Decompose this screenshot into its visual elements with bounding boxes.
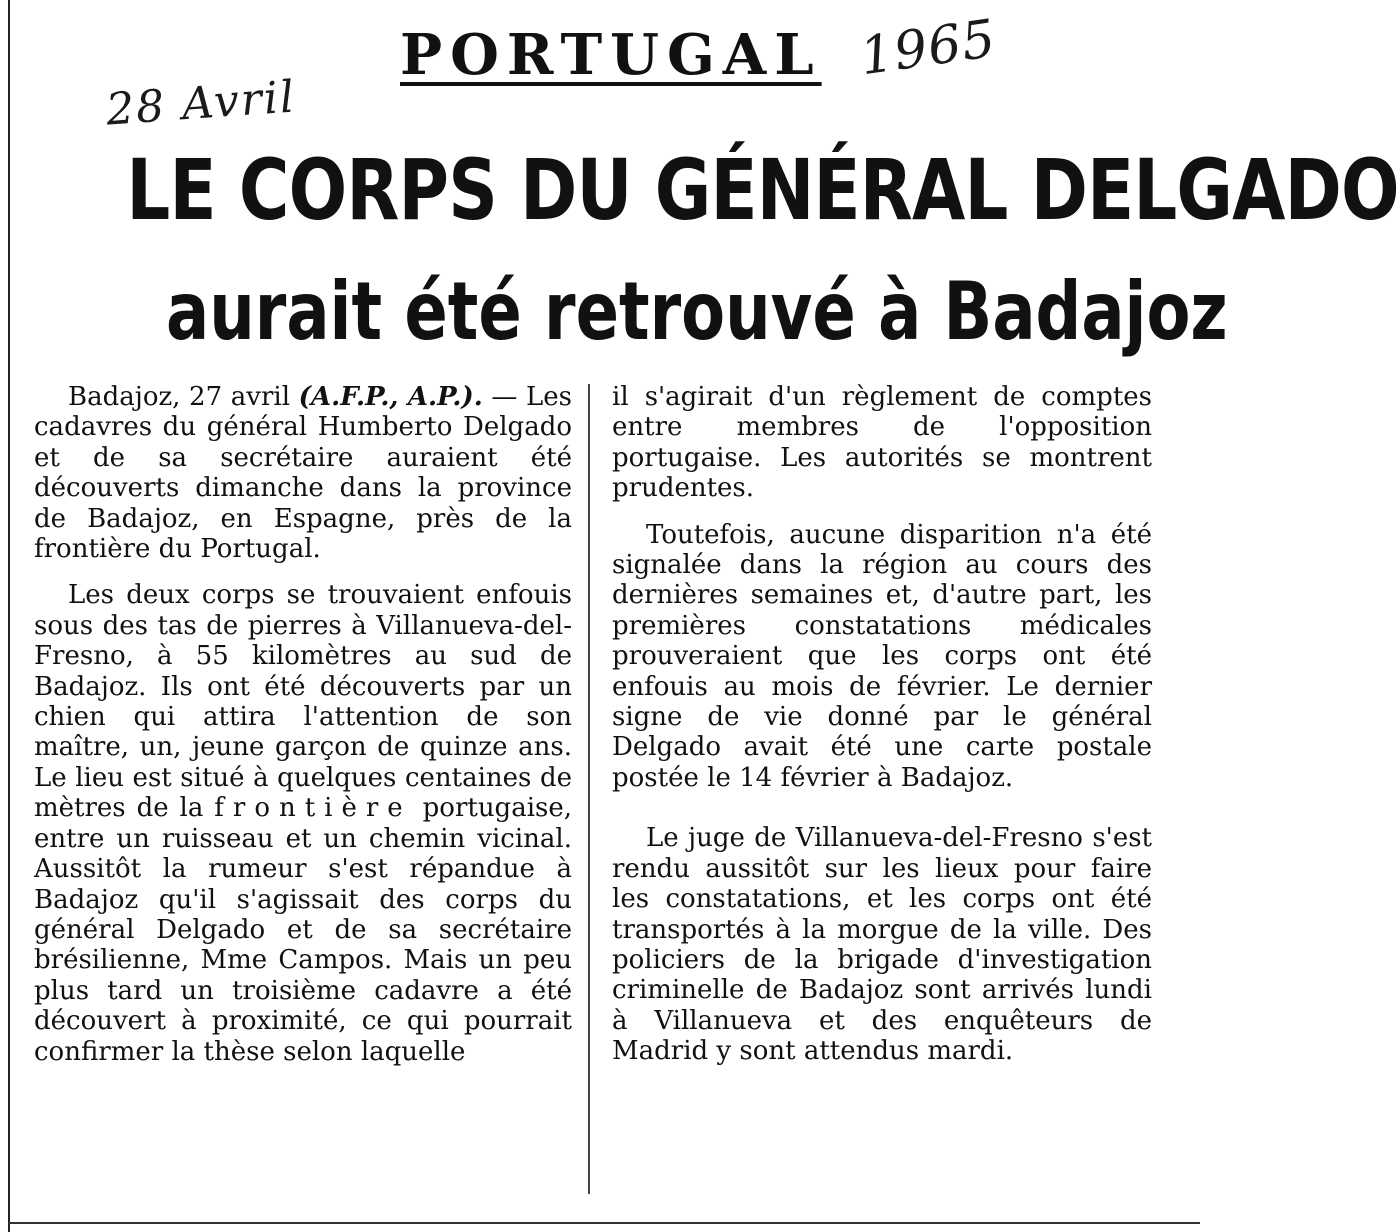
article-paragraph-4: Toutefois, aucune disparition n'a été signalée dans la région au cours des dernières semaines et, d'autre part, les premières constatations médicales prouveraient que les corps ont été enfouis au mois de février. Le dernier signe de vie donné par le général Delgado avait été une carte postale postée le 14 février à Badajoz. xyxy=(612,519,1152,793)
handwritten-date: 28 Avril xyxy=(104,71,298,136)
handwritten-year: 1965 xyxy=(856,8,1000,88)
agency-credit: (A.F.P., A.P.). xyxy=(298,382,483,412)
article-paragraph-2 xyxy=(34,580,572,1067)
subheadline: aurait été retrouvé à Badajoz xyxy=(166,265,1228,358)
clipping-left-edge xyxy=(8,0,10,1232)
paragraph-2-text-a: Les deux corps se trouvaient enfouis sous des tas de pierres à Villanueva-del-Fresno, à 55 kilomètres au sud de Badajoz. Ils ont été découverts par un chien qui attira l'attention de son maître, un, jeune garçon de quinze ans. Le lieu est situé à quelques centaines de mètres de la xyxy=(34,580,572,824)
article-column-right xyxy=(612,382,1152,1083)
dateline: Badajoz, 27 avril xyxy=(68,382,291,412)
headline: LE CORPS DU GÉNÉRAL DELGADO xyxy=(126,141,1399,239)
article-column-left xyxy=(34,382,572,1083)
paragraph-2-text-b: portugaise, entre un ruisseau et un chemin vicinal. Aussitôt la rumeur s'est répandue à Badajoz qu'il s'agissait des corps du général Delgado et de sa secrétaire brésilienne, Mme Campos. Mais un peu plus tard un troisième cadavre a été découvert à proximité, ce qui pourrait confirmer la thèse selon laquelle xyxy=(34,793,573,1067)
clipping-bottom-edge xyxy=(8,1222,1200,1224)
section-title: PORTUGAL xyxy=(400,22,822,88)
article-paragraph-5: Le juge de Villanueva-del-Fresno s'est rendu aussitôt sur les lieux pour faire les constatations, et les corps ont été transportés à la morgue de la ville. Des policiers de la brigade d'investigation criminelle de Badajoz sont arrivés lundi à Villanueva et des enquêteurs de Madrid y sont attendus mardi. xyxy=(612,823,1152,1067)
column-divider xyxy=(588,384,590,1194)
article-paragraph-3: il s'agirait d'un règlement de comptes entre membres de l'opposition portugaise. Les autorités se montrent prudentes. xyxy=(612,382,1152,504)
paragraph-1-text: — Les cadavres du général Humberto Delgado et de sa secrétaire auraient été découverts dimanche dans la province de Badajoz, en Espagne, près de la frontière du Portugal. xyxy=(34,382,573,565)
spaced-word: frontière xyxy=(214,793,412,824)
article-paragraph-1 xyxy=(34,382,572,564)
